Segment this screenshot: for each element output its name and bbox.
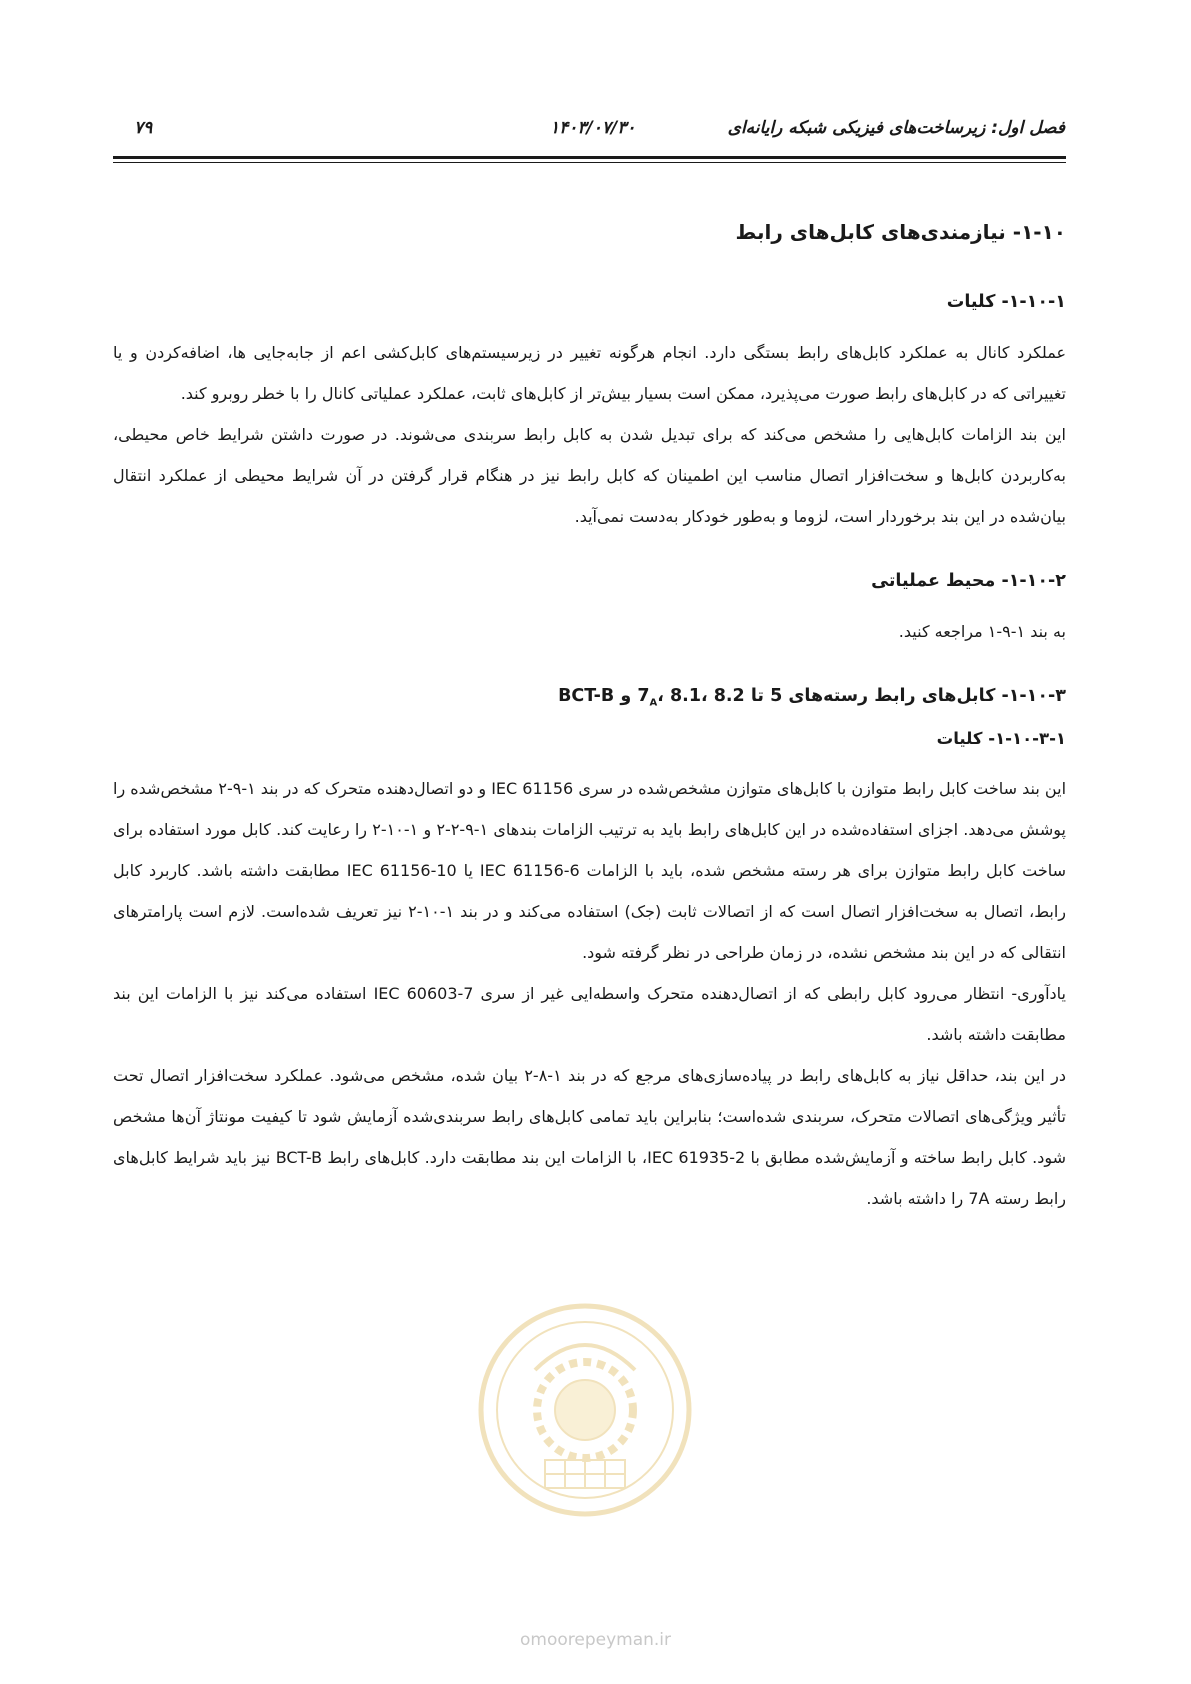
subsection-categories-title: ۱-۱۰-۳- کابل‌های رابط رسته‌های 5 تا $7_A،$ 8.1، 8.2 و BCT-B [558, 686, 1066, 709]
subsubsection-general-title: ۱-۱۰-۳-۱- کلیات [936, 728, 1066, 748]
subsection-general-title: ۱-۱۰-۱- کلیات [946, 292, 1066, 312]
site-watermark: omoorepeyman.ir [519, 1630, 672, 1650]
paragraph: به بند ۱-۹-۱ مراجعه کنید. [898, 622, 1066, 641]
subsection-environment-title: ۱-۱۰-۲- محیط عملیاتی [871, 571, 1066, 591]
seal-logo-icon [475, 1300, 695, 1520]
paragraph: این بند الزامات کابل‌هایی را مشخص می‌کند که برای تبدیل شدن به کابل رابط سربندی می‌شوند. در صورت داشتن شرایط خاص محیطی، به‌کاربردن کابل‌ها و سخت‌افزار اتصال مناسب این اطمینان که کابل رابط نیز در هنگام قرار گرفتن در آن شرایط محیطی از عملکرد انتقال بیان‌شده در این بند برخوردار است، لزوما و به‌طور خودکار به‌دست نمی‌آید. [113, 425, 1066, 526]
page-header [120, 118, 1065, 148]
page-number: ۷۹ [134, 118, 153, 138]
paragraph: در این بند، حداقل نیاز به کابل‌های رابط در پیاده‌سازی‌های مرجع که در بند ۱-۸-۲ بیان شده، مشخص می‌شود. عملکرد سخت‌افزار اتصال تحت تأثیر ویژگی‌های اتصالات متحرک، سربندی شده‌است؛ بنابراین باید تمامی کابل‌های رابط سربندی‌شده آزمایش شود تا کیفیت مونتاژ آن‌ها مشخص شود. کابل رابط ساخته و آزمایش‌شده مطابق با IEC 61935-2، با الزامات این بند مطابقت دارد. کابل‌های رابط BCT-B نیز باید شرایط کابل‌های رابط رسته 7A را داشته باشد. [113, 1065, 1067, 1208]
header-date: ۱۴۰۳/۰۷/۳۰ [550, 118, 636, 138]
section-title: ۱-۱۰- نیازمندی‌های کابل‌های رابط [735, 220, 1066, 244]
paragraph: این بند ساخت کابل رابط متوازن با کابل‌های متوازن مشخص‌شده در سری IEC 61156 و دو اتصال‌دهنده متحرک که در بند ۱-۹-۲ مشخص‌شده را پوشش می‌دهد. اجزای استفاده‌شده در این کابل‌های رابط باید به ترتیب الزامات بندهای ۱-۹-۲-۲ و ۱-۱۰-۲ را رعایت کند. کابل مورد استفاده برای ساخت کابل رابط متوازن برای هر رسته مشخص شده، باید با الزامات IEC 61156-6 یا IEC 61156-10 مطابقت داشته باشد. کاربرد کابل رابط، اتصال به سخت‌افزار اتصال است که از اتصالات ثابت (جک) استفاده می‌کند و در بند ۱-۱۰-۲ نیز تعریف شده‌است. لازم است پارامترهای انتقالی که در این بند مشخص نشده، در زمان طراحی در نظر گرفته شود. [113, 778, 1067, 962]
paragraph: عملکرد کانال به عملکرد کابل‌های رابط بستگی دارد. انجام هرگونه تغییر در زیرسیستم‌های کابل‌کشی اعم از جابه‌جایی ها، اضافه‌کردن و یا تغییراتی که در کابل‌های رابط صورت می‌پذیرد، ممکن است بسیار بیش‌تر از کابل‌های ثابت، عملکرد عملیاتی کانال را با خطر روبرو کند. [113, 343, 1066, 403]
note-paragraph: یادآوری- انتظار می‌رود کابل رابطی که از اتصال‌دهنده متحرک واسطه‌ایی غیر از سری IEC 60603-7 استفاده می‌کند نیز با الزامات این بند مطابقت داشته باشد. [113, 983, 1067, 1044]
page-body [113, 210, 1066, 1219]
header-rule-thin [113, 162, 1066, 163]
header-rule-thick [113, 156, 1066, 159]
chapter-title: فصل اول: زیرساخت‌های فیزیکی شبکه رایانه‌ای [727, 118, 1065, 138]
